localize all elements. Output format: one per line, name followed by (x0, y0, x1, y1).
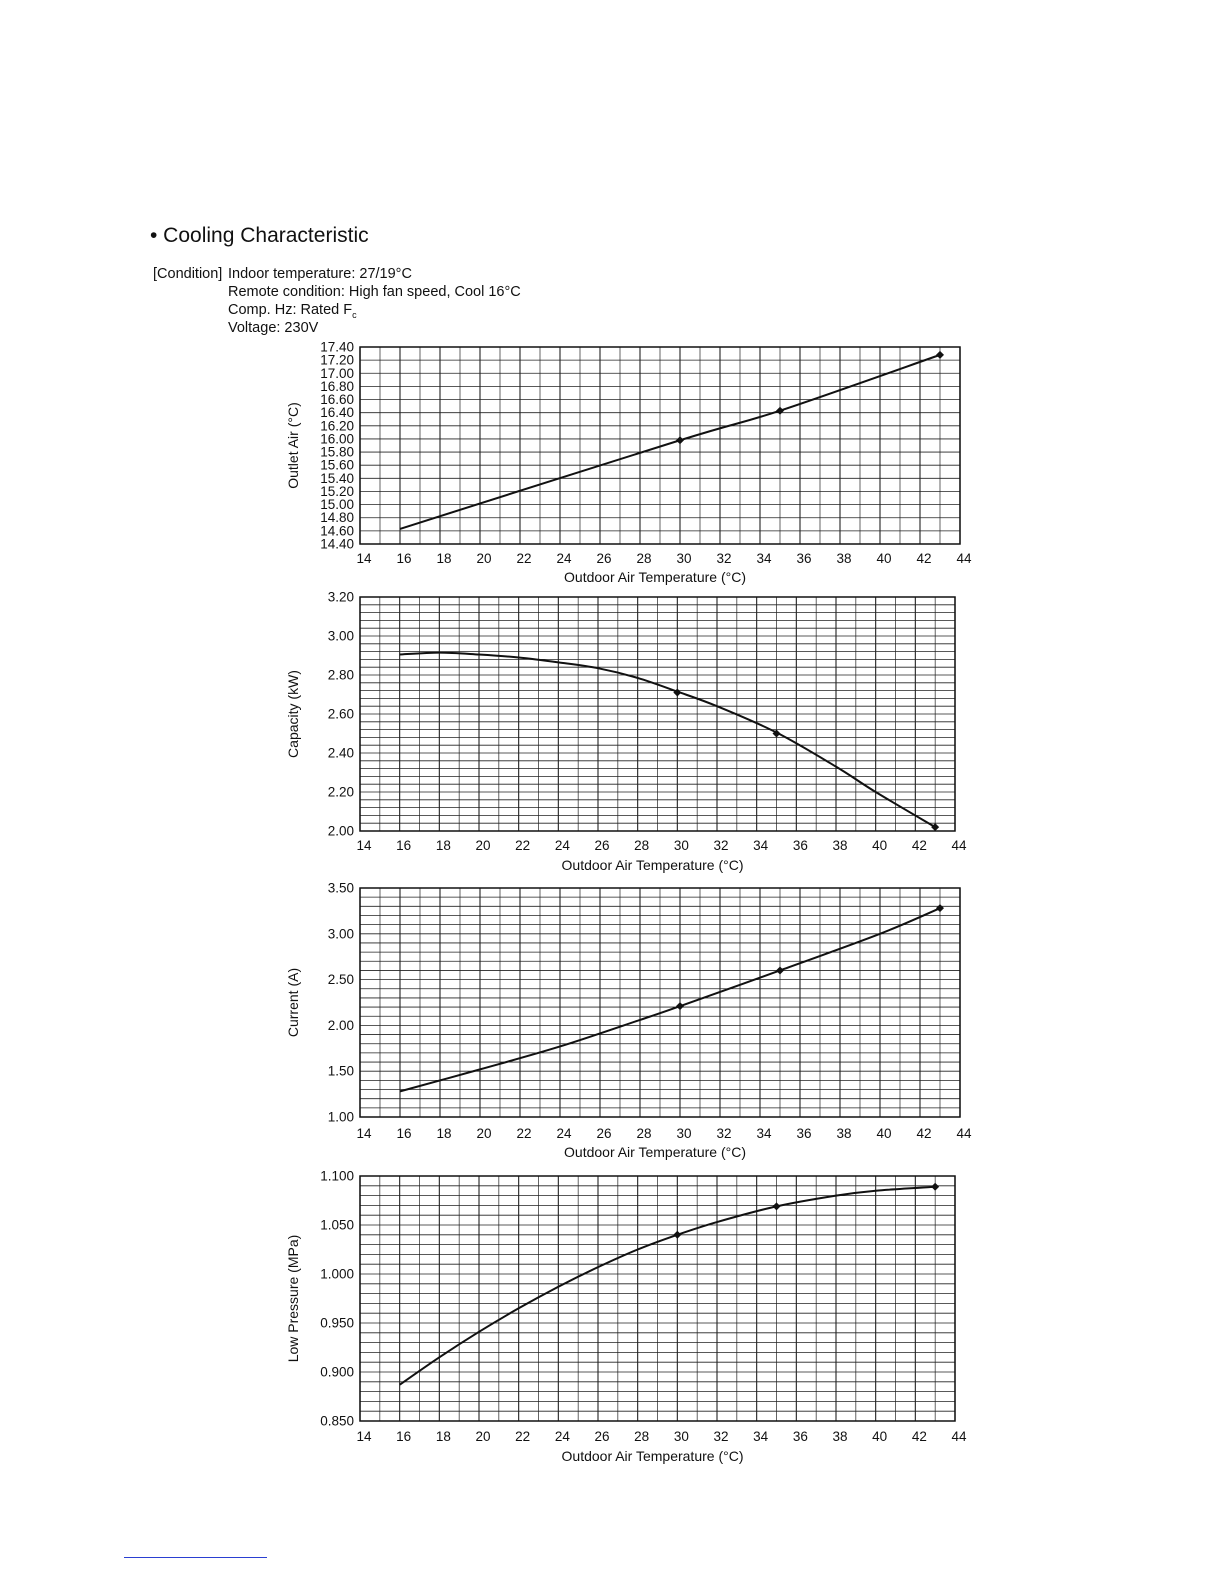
condition-label: [Condition] (153, 266, 223, 282)
low-pressure-x-tick-label: 28 (634, 1429, 650, 1444)
outlet-air-data-point (676, 436, 684, 444)
low-pressure-data-point (773, 1202, 781, 1210)
low-pressure-y-tick-label: 0.900 (320, 1364, 354, 1380)
outlet-air-data-point (936, 351, 944, 359)
current-data-point (676, 1002, 684, 1010)
capacity-y-tick-label: 2.60 (327, 706, 354, 722)
low-pressure-x-tick-label: 34 (753, 1429, 769, 1444)
capacity-x-tick-label: 14 (356, 838, 372, 853)
current-x-tick-label: 36 (796, 1126, 812, 1141)
outlet-air-x-tick-label: 18 (436, 551, 452, 566)
capacity-x-tick-label: 16 (396, 838, 412, 853)
outlet-air-x-tick-label: 38 (836, 551, 852, 566)
outlet-air-x-tick-label: 30 (676, 551, 692, 566)
current-y-tick-label: 3.50 (327, 880, 354, 896)
capacity-x-tick-label: 34 (753, 838, 769, 853)
condition-comp-subscript: c (352, 309, 357, 320)
capacity-x-tick-label: 22 (515, 838, 531, 853)
capacity-x-tick-label: 26 (594, 838, 610, 853)
low-pressure-y-tick-label: 0.950 (320, 1315, 354, 1331)
current-x-tick-label: 34 (756, 1126, 772, 1141)
low-pressure-x-tick-label: 44 (951, 1429, 967, 1444)
current-series-line (400, 908, 940, 1091)
capacity-y-axis-label: Capacity (kW) (285, 670, 301, 758)
outlet-air-y-tick-label: 14.40 (320, 536, 354, 552)
capacity-series-line (400, 653, 936, 828)
capacity-x-tick-label: 20 (475, 838, 491, 853)
capacity-x-tick-label: 28 (634, 838, 650, 853)
outlet-air-y-tick-label: 16.60 (320, 392, 354, 408)
current-y-tick-label: 1.50 (327, 1063, 354, 1079)
outlet-air-y-tick-label: 15.20 (320, 483, 354, 499)
low-pressure-x-tick-label: 18 (435, 1429, 451, 1444)
outlet-air-y-tick-label: 17.40 (320, 339, 354, 355)
outlet-air-x-tick-label: 20 (476, 551, 492, 566)
current-x-tick-label: 18 (436, 1126, 452, 1141)
outlet-air-y-tick-label: 17.20 (320, 352, 354, 368)
outlet-air-y-tick-label: 17.00 (320, 365, 354, 381)
outlet-air-series-line (400, 355, 940, 529)
outlet-air-y-tick-label: 14.80 (320, 510, 354, 526)
outlet-air-y-tick-label: 15.40 (320, 470, 354, 486)
current-y-axis-label: Current (A) (285, 967, 301, 1038)
condition-comp-text: Comp. Hz: Rated F (228, 302, 353, 318)
low-pressure-y-axis-label: Low Pressure (MPa) (285, 1234, 301, 1363)
outlet-air-x-tick-label: 34 (756, 551, 772, 566)
outlet-air-x-tick-label: 22 (516, 551, 532, 566)
capacity-y-tick-label: 2.40 (327, 745, 354, 761)
capacity-y-tick-label: 2.80 (327, 667, 354, 683)
outlet-air-x-tick-label: 36 (796, 551, 812, 566)
current-data-point (936, 904, 944, 912)
low-pressure-x-tick-label: 22 (515, 1429, 531, 1444)
current-x-tick-label: 22 (516, 1126, 532, 1141)
low-pressure-y-tick-label: 1.100 (320, 1168, 354, 1184)
outlet-air-x-tick-label: 26 (596, 551, 612, 566)
low-pressure-data-point (931, 1183, 939, 1191)
low-pressure-x-tick-label: 14 (356, 1429, 372, 1444)
current-x-tick-label: 32 (716, 1126, 732, 1141)
low-pressure-x-tick-label: 42 (911, 1429, 927, 1444)
current-data-point (776, 966, 784, 974)
capacity-x-tick-label: 44 (951, 838, 967, 853)
outlet-air-y-axis-label: Outlet Air (°C) (285, 402, 301, 489)
page-title: • Cooling Characteristic (150, 224, 369, 247)
outlet-air-y-tick-label: 15.80 (320, 444, 354, 460)
capacity-x-tick-label: 24 (554, 838, 570, 853)
current-x-tick-label: 40 (876, 1126, 892, 1141)
low-pressure-x-tick-label: 20 (475, 1429, 491, 1444)
low-pressure-x-tick-label: 30 (673, 1429, 689, 1444)
condition-indoor: Indoor temperature: 27/19°C (228, 266, 412, 282)
capacity-x-tick-label: 38 (832, 838, 848, 853)
outlet-air-y-tick-label: 15.00 (320, 497, 354, 513)
outlet-air-x-tick-label: 24 (556, 551, 572, 566)
outlet-air-y-tick-label: 16.80 (320, 378, 354, 394)
current-x-tick-label: 24 (556, 1126, 572, 1141)
current-x-tick-label: 42 (916, 1126, 932, 1141)
capacity-y-tick-label: 3.20 (327, 589, 354, 605)
current-x-tick-label: 44 (956, 1126, 972, 1141)
current-y-tick-label: 2.00 (327, 1017, 354, 1033)
condition-remote: Remote condition: High fan speed, Cool 16°C (228, 284, 521, 300)
capacity-x-tick-label: 40 (872, 838, 888, 853)
low-pressure-y-tick-label: 1.000 (320, 1266, 354, 1282)
low-pressure-y-tick-label: 1.050 (320, 1217, 354, 1233)
low-pressure-x-tick-label: 36 (792, 1429, 808, 1444)
low-pressure-x-tick-label: 16 (396, 1429, 412, 1444)
current-x-tick-label: 14 (356, 1126, 372, 1141)
capacity-y-tick-label: 2.00 (327, 823, 354, 839)
capacity-x-tick-label: 36 (792, 838, 808, 853)
outlet-air-y-tick-label: 16.20 (320, 418, 354, 434)
current-x-tick-label: 26 (596, 1126, 612, 1141)
capacity-x-tick-label: 42 (911, 838, 927, 853)
current-x-tick-label: 38 (836, 1126, 852, 1141)
outlet-air-y-tick-label: 16.00 (320, 431, 354, 447)
capacity-x-tick-label: 32 (713, 838, 729, 853)
current-y-tick-label: 3.00 (327, 926, 354, 942)
capacity-x-axis-label: Outdoor Air Temperature (°C) (561, 857, 744, 873)
outlet-air-x-tick-label: 16 (396, 551, 412, 566)
outlet-air-x-tick-label: 40 (876, 551, 892, 566)
low-pressure-series-line (400, 1187, 936, 1385)
outlet-air-y-tick-label: 15.60 (320, 457, 354, 473)
outlet-air-y-tick-label: 14.60 (320, 523, 354, 539)
outlet-air-y-tick-label: 16.40 (320, 405, 354, 421)
outlet-air-data-point (776, 407, 784, 415)
capacity-y-tick-label: 2.20 (327, 784, 354, 800)
outlet-air-x-tick-label: 14 (356, 551, 372, 566)
condition-voltage: Voltage: 230V (228, 320, 319, 336)
current-x-tick-label: 20 (476, 1126, 492, 1141)
footer-rule (124, 1557, 267, 1558)
low-pressure-x-axis-label: Outdoor Air Temperature (°C) (561, 1448, 744, 1464)
outlet-air-x-tick-label: 44 (956, 551, 972, 566)
current-x-tick-label: 16 (396, 1126, 412, 1141)
capacity-y-tick-label: 3.00 (327, 628, 354, 644)
low-pressure-x-tick-label: 32 (713, 1429, 729, 1444)
outlet-air-x-axis-label: Outdoor Air Temperature (°C) (564, 569, 746, 585)
capacity-x-tick-label: 18 (435, 838, 451, 853)
low-pressure-x-tick-label: 26 (594, 1429, 610, 1444)
low-pressure-y-tick-label: 0.850 (320, 1413, 354, 1429)
low-pressure-x-tick-label: 38 (832, 1429, 848, 1444)
low-pressure-x-tick-label: 40 (872, 1429, 888, 1444)
low-pressure-x-tick-label: 24 (554, 1429, 570, 1444)
current-y-tick-label: 2.50 (327, 972, 354, 988)
low-pressure-data-point (673, 1231, 681, 1239)
outlet-air-x-tick-label: 28 (636, 551, 652, 566)
current-x-tick-label: 30 (676, 1126, 692, 1141)
outlet-air-x-tick-label: 32 (716, 551, 732, 566)
current-x-axis-label: Outdoor Air Temperature (°C) (564, 1144, 746, 1160)
capacity-x-tick-label: 30 (673, 838, 689, 853)
current-y-tick-label: 1.00 (327, 1109, 354, 1125)
outlet-air-x-tick-label: 42 (916, 551, 932, 566)
current-x-tick-label: 28 (636, 1126, 652, 1141)
